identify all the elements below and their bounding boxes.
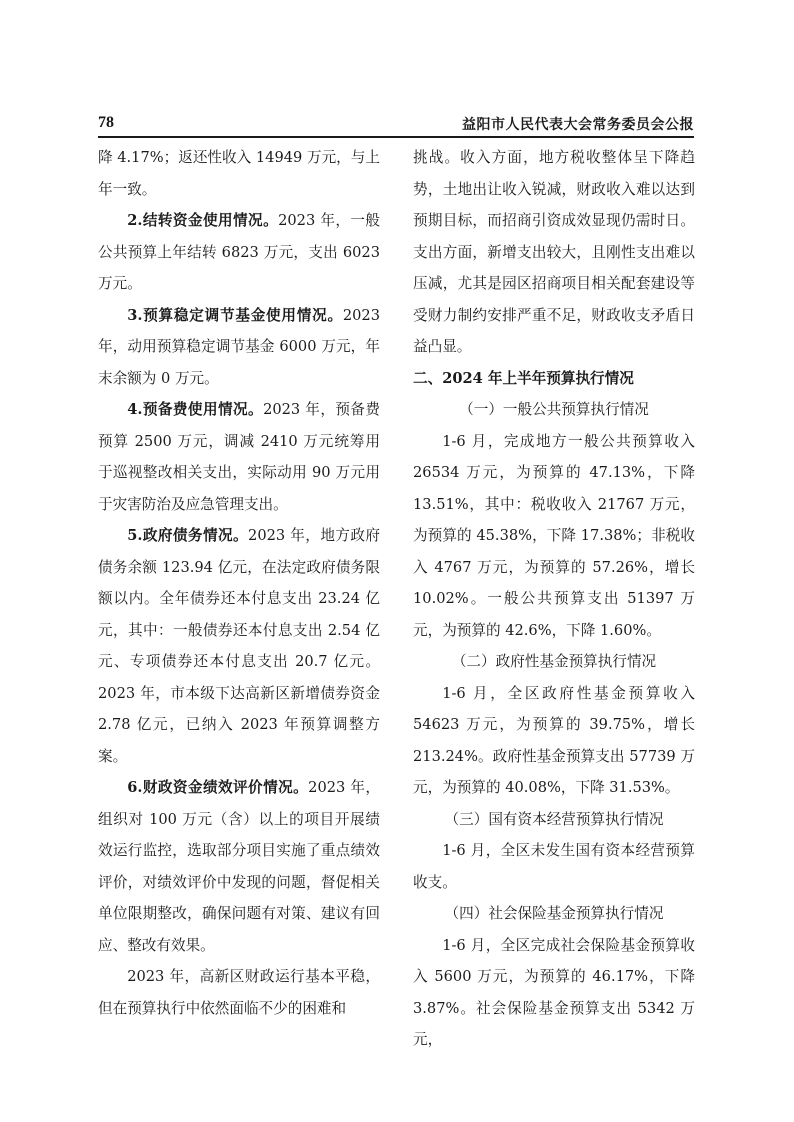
item-text: 2023 年，动用预算稳定调节基金 6000 万元，年末余额为 0 万元。 bbox=[98, 306, 380, 387]
paragraph bbox=[98, 300, 380, 395]
item-heading: 4.预备费使用情况。 bbox=[127, 401, 264, 418]
paragraph: 1-6 月，全区政府性基金预算收入 54623 万元，为预算的 39.75%，增长 213.24%。政府性基金预算支出 57739 万元，为预算的 40.08%，下降 31.53%。 bbox=[413, 684, 695, 796]
paragraph bbox=[98, 205, 380, 300]
paragraph: 降 4.17%；返还性收入 14949 万元，与上年一致。 bbox=[98, 149, 380, 198]
page-header bbox=[98, 112, 694, 134]
paragraph: 1-6 月，全区未发生国有资本经营预算收支。 bbox=[413, 842, 695, 891]
item-heading: 5.政府债务情况。 bbox=[127, 527, 249, 544]
subsection-heading: （四）社会保险基金预算执行情况 bbox=[444, 905, 664, 922]
paragraph: 1-6 月，全区完成社会保险基金预算收入 5600 万元，为预算的 46.17%，下降 3.87%。社会保险基金预算支出 5342 万元， bbox=[413, 936, 695, 1048]
paragraph: 1-6 月，完成地方一般公共预算收入 26534 万元，为预算的 47.13%，下降 13.51%，其中：税收收入 21767 万元，为预算的 45.38%，下降 17.38%；非税收入 4767 万元，为预算的 57.26%，增长 10.02%。一般公共预算支出 51397 万元，为预算的 42.6%，下降 1.60%。 bbox=[413, 432, 695, 639]
item-heading: 6.财政资金绩效评价情况。 bbox=[127, 779, 309, 796]
paragraph bbox=[98, 394, 380, 520]
header-rule bbox=[98, 136, 694, 138]
subsection-heading: （二）政府性基金预算执行情况 bbox=[451, 653, 657, 670]
paragraph bbox=[98, 772, 380, 961]
paragraph bbox=[98, 520, 380, 772]
item-text: 2023 年，组织对 100 万元（含）以上的项目开展绩效运行监控，选取部分项目实施了重点绩效评价，对绩效评价中发现的问题，督促相关单位限期整改，确保问题有对策、建议有回应、整改有效果。 bbox=[98, 779, 380, 954]
journal-title: 益阳市人民代表大会常务委员会公报 bbox=[462, 117, 694, 133]
subsection-heading: （三）国有资本经营预算执行情况 bbox=[444, 810, 664, 828]
paragraph: 挑战。收入方面，地方税收整体呈下降趋势，土地出让收入锐减，财政收入难以达到预期目标，而招商引资成效显现仍需时日。支出方面，新增支出较大，且刚性支出难以压减，尤其是园区招商项目相关配套建设等受财力制约安排严重不足，财政收支矛盾日益凸显。 bbox=[413, 149, 695, 355]
item-heading: 3.预算稳定调节基金使用情况。 bbox=[127, 306, 343, 324]
section-heading: 二、2024 年上半年预算执行情况 bbox=[413, 369, 634, 387]
left-column bbox=[98, 142, 380, 1024]
item-text: 2023 年，一般公共预算上年结转 6823 万元，支出 6023 万元。 bbox=[98, 212, 380, 292]
item-text: 2023 年，预备费预算 2500 万元，调减 2410 万元统筹用于巡视整改相关支出，实际动用 90 万元用于灾害防治及应急管理支出。 bbox=[98, 401, 380, 513]
item-text: 2023 年，地方政府债务余额 123.94 亿元，在法定政府债务限额以内。全年债券还本付息支出 23.24 亿元，其中：一般债券还本付息支出 2.54 亿元、专项债券还本付息支出 20.7 亿元。2023 年，市本级下达高新区新增债券资金 2.78 亿元，已纳入 2023 年预算调整方案。 bbox=[98, 527, 380, 765]
page-number: 78 bbox=[98, 114, 114, 131]
paragraph: 2023 年，高新区财政运行基本平稳，但在预算执行中依然面临不少的困难和 bbox=[98, 968, 380, 1017]
subsection-heading: （一）一般公共预算执行情况 bbox=[459, 401, 649, 418]
item-heading: 2.结转资金使用情况。 bbox=[127, 212, 279, 229]
right-column bbox=[413, 142, 695, 1056]
